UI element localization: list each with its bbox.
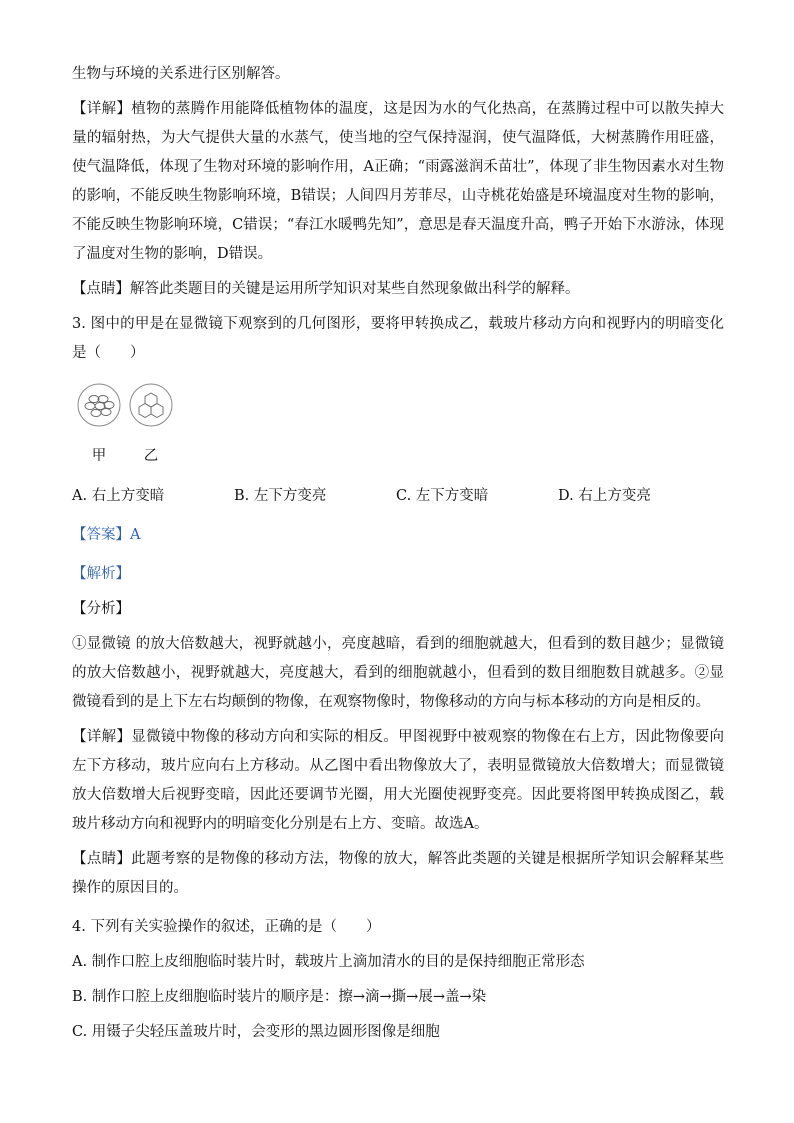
q4-stem: 4. 下列有关实验操作的叙述，正确的是（ ） <box>72 919 381 935</box>
q3-option-a: A. 右上方变暗 <box>72 488 165 504</box>
q3-stem: 3. 图中的甲是在显微镜下观察到的几何图形，要将甲转换成乙，载玻片移动方向和视野内的明暗变化是（ ） <box>72 316 724 361</box>
q2-detail: 【详解】植物的蒸腾作用能降低植物体的温度，这是因为水的气化热高，在蒸腾过程中可以散失掉大量的辐射热，为大气提供大量的水蒸气，使当地的空气保持湿润，使气温降低，大树蒸腾作用旺盛，使气温降低，体现了生物对环境的影响作用，A正确；“雨露滋润禾苗壮”，体现了非生物因素水对生物的影响，不能反映生物影响环境，B错误；人间四月芳菲尽，山寺桃花始盛是环境温度对生物的影响，不能反映生物影响环境，C错误；“春江水暖鸭先知”，意思是春天温度升高，鸭子开始下水游泳，体现了温度对生物的影响，D错误。 <box>72 101 724 262</box>
q3-options <box>72 482 724 511</box>
q3-detail: 【详解】显微镜中物像的移动方向和实际的相反。甲图视野中被观察的物像在右上方，因此物像要向左下方移动，玻片应向右上方移动。从乙图中看出物像放大了，表明显微镜放大倍数增大；而显微镜放大倍数增大后视野变暗，因此还要调节光圈，用大光圈使视野变亮。因此要将图甲转换成图乙，载玻片移动方向和视野内的明暗变化分别是右上方、变暗。故选A。 <box>72 729 724 832</box>
q3-option-c: C. 左下方变暗 <box>396 488 489 504</box>
q3-figure <box>72 382 724 474</box>
q3-option-b: B. 左下方变亮 <box>234 488 327 504</box>
q3-analysis-subtitle: 【分析】 <box>72 601 130 617</box>
q3-analysis-title: 【解析】 <box>72 566 130 582</box>
figure-label-a: 甲 <box>91 448 107 464</box>
q3-analysis: ①显微镜 的放大倍数越大，视野就越小，亮度越暗，看到的细胞就越大，但看到的数目越少；显微镜的放大倍数越小，视野就越大，亮度越大，看到的细胞就越小，但看到的数目细胞数目就越多。②显微镜看到的是上下左右均颠倒的物像，在观察物像时，物像移动的方向与标本移动的方向是相反的。 <box>72 636 724 710</box>
field-of-view-b-image <box>128 382 174 428</box>
q4-option-a: A. 制作口腔上皮细胞临时装片时，载玻片上滴加清水的目的是保持细胞正常形态 <box>72 954 585 970</box>
q2-comment: 【点睛】解答此类题目的关键是运用所学知识对某些自然现象做出科学的解释。 <box>72 281 580 297</box>
q2-explanation-tail: 生物与环境的关系进行区别解答。 <box>72 66 290 82</box>
document-page <box>72 60 724 1047</box>
figure-label-b: 乙 <box>143 448 159 464</box>
q3-answer: 【答案】A <box>72 527 141 543</box>
q3-comment: 【点睛】此题考察的是物像的移动方法，物像的放大，解答此类题的关键是根据所学知识会解释某些操作的原因目的。 <box>72 851 724 896</box>
q4-option-b: B. 制作口腔上皮细胞临时装片的顺序是：擦→滴→撕→展→盖→染 <box>72 989 487 1005</box>
q4-option-c: C. 用镊子尖轻压盖玻片时，会变形的黑边圆形图像是细胞 <box>72 1024 440 1040</box>
q3-option-d: D. 右上方变亮 <box>558 488 651 504</box>
field-of-view-a-image <box>76 382 122 428</box>
